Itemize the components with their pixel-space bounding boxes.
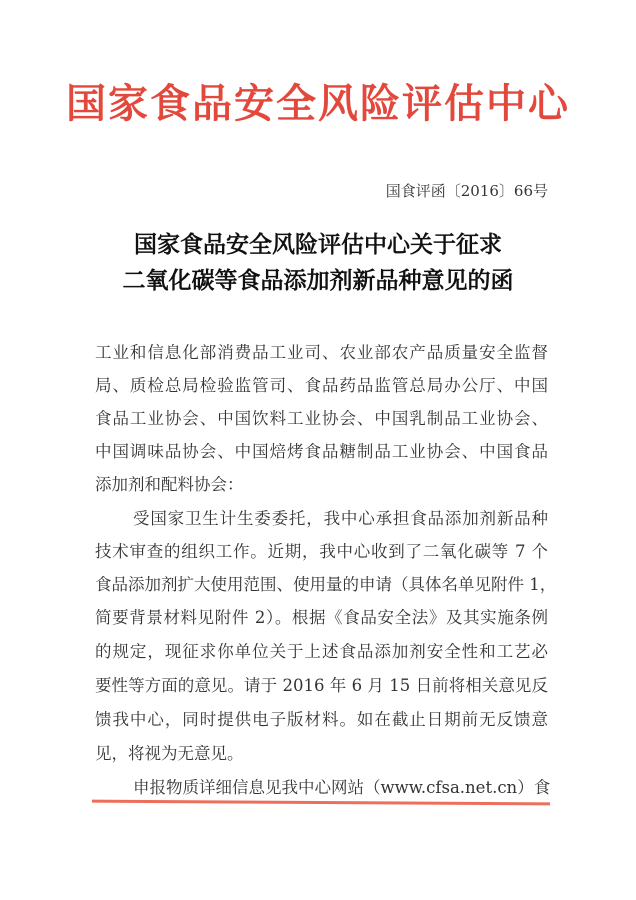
body-line: 简要背景材料见附件 2）。根据《食品安全法》及其实施条例 — [95, 608, 548, 627]
addressee-line: 添加剂和配料协会： — [95, 475, 244, 494]
addressee-line: 中国调味品协会、中国焙烤食品糖制品工业协会、中国食品 — [95, 442, 548, 461]
addressee-line: 工业和信息化部消费品工业司、农业部农产品质量安全监督 — [95, 343, 548, 362]
body-line: 技术审查的组织工作。近期，我中心收到了二氧化碳等 7 个 — [95, 542, 548, 561]
body-line: 的规定，现征求你单位关于上述食品添加剂安全性和工艺必 — [95, 642, 548, 661]
title-line-2: 二氧化碳等食品添加剂新品种意见的函 — [122, 268, 514, 294]
addressee-line: 食品工业协会、中国饮料工业协会、中国乳制品工业协会、 — [95, 409, 548, 428]
body-line: 申报物质详细信息见我中心网站（www.cfsa.net.cn）食 — [133, 778, 551, 797]
document-number: 国食评函〔2016〕66号 — [385, 182, 548, 200]
addressee-line: 局、质检总局检验监管司、食品药品监管总局办公厅、中国 — [95, 376, 548, 395]
body-line: 受国家卫生计生委委托，我中心承担食品添加剂新品种 — [133, 509, 548, 528]
body-line: 馈我中心，同时提供电子版材料。如在截止日期前无反馈意 — [95, 710, 548, 729]
red-divider-line — [92, 800, 550, 806]
letterhead: 国家食品安全风险评估中心 — [66, 80, 570, 127]
body-line: 食品添加剂扩大使用范围、使用量的申请（具体名单见附件 1， — [95, 575, 557, 594]
body-line: 见，将视为无意见。 — [95, 744, 244, 763]
body-line: 要性等方面的意见。请于 2016 年 6 月 15 日前将相关意见反 — [95, 676, 548, 695]
title-line-1: 国家食品安全风险评估中心关于征求 — [134, 232, 502, 258]
